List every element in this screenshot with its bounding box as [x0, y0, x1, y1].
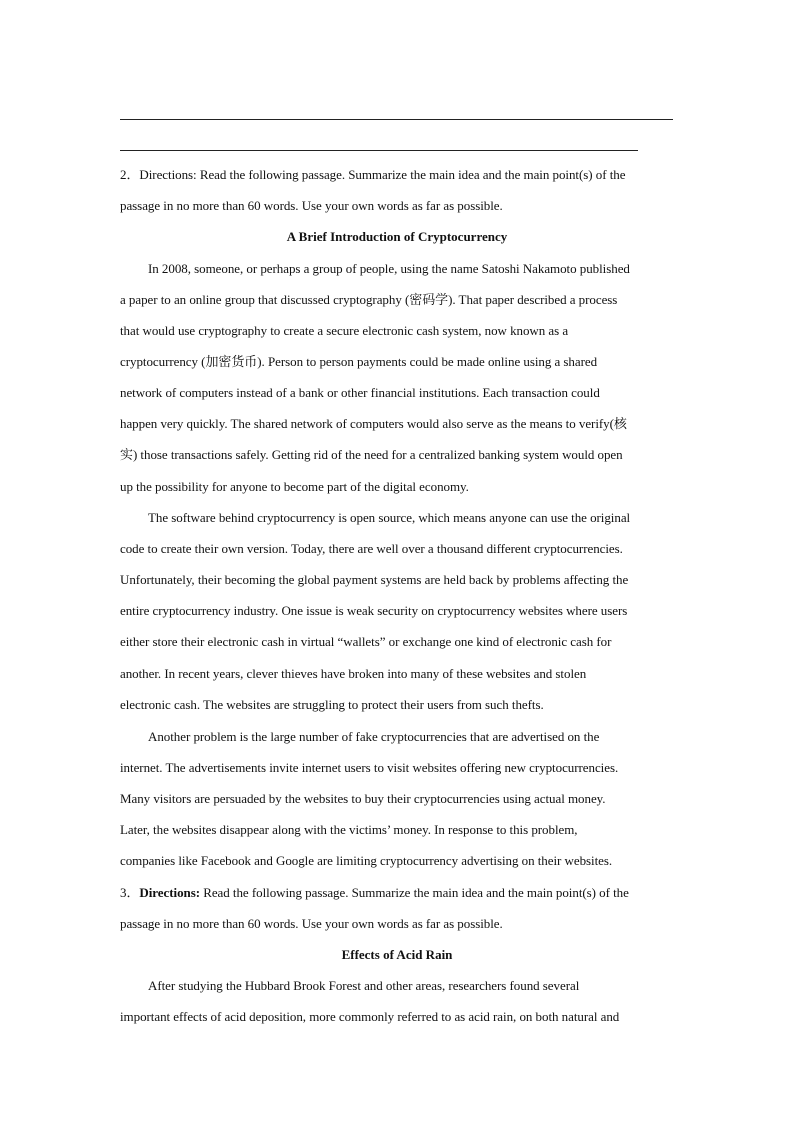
q2-passage-line: entire cryptocurrency industry. One issue is weak security on cryptocurrency websites where users: [120, 603, 628, 618]
q3-passage-line: After studying the Hubbard Brook Forest and other areas, researchers found several: [148, 978, 580, 993]
q2-passage-line: another. In recent years, clever thieves have broken into many of these websites and stolen: [120, 666, 587, 681]
q3-directions-label: Directions:: [139, 885, 200, 900]
q3-number: 3．: [120, 885, 140, 900]
q2-passage-line: up the possibility for anyone to become part of the digital economy.: [120, 479, 469, 494]
q3-directions-line-2: passage in no more than 60 words. Use your own words as far as possible.: [120, 916, 503, 931]
q2-passage-line: 实) those transactions safely. Getting rid of the need for a centralized banking system would open: [120, 447, 623, 462]
q2-directions-line-2: passage in no more than 60 words. Use your own words as far as possible.: [120, 198, 503, 213]
q2-directions-line-1: [120, 167, 680, 183]
q3-directions-line-1: [120, 885, 680, 901]
q3-passage-line: important effects of acid deposition, more commonly referred to as acid rain, on both natural and: [120, 1009, 620, 1024]
q2-passage-line: a paper to an online group that discussed cryptography (密码学). That paper described a process: [120, 292, 618, 307]
q2-passage-line: code to create their own version. Today, there are well over a thousand different cryptocurrencies.: [120, 541, 623, 556]
q3-directions-text: Read the following passage. Summarize the main idea and the main point(s) of the: [200, 885, 629, 900]
q2-passage-title: A Brief Introduction of Cryptocurrency: [286, 229, 508, 244]
q2-passage-line: Unfortunately, their becoming the global payment systems are held back by problems affecting the: [120, 572, 629, 587]
q2-passage-line: Many visitors are persuaded by the websites to buy their cryptocurrencies using actual money.: [120, 791, 606, 806]
q2-passage-line: The software behind cryptocurrency is open source, which means anyone can use the original: [148, 510, 631, 525]
q2-passage-line: happen very quickly. The shared network of computers would also serve as the means to verify(核: [120, 416, 627, 431]
q2-passage-line: that would use cryptography to create a secure electronic cash system, now known as a: [120, 323, 569, 338]
answer-line-1: [120, 119, 673, 120]
q2-passage-line: Later, the websites disappear along with the victims’ money. In response to this problem,: [120, 822, 578, 837]
q2-passage-line: network of computers instead of a bank or other financial institutions. Each transaction could: [120, 385, 600, 400]
q2-passage-line: electronic cash. The websites are struggling to protect their users from such thefts.: [120, 697, 544, 712]
q2-passage-line: Another problem is the large number of fake cryptocurrencies that are advertised on the: [148, 729, 600, 744]
q2-passage-line: either store their electronic cash in virtual “wallets” or exchange one kind of electronic cash for: [120, 634, 612, 649]
q2-passage-line: companies like Facebook and Google are limiting cryptocurrency advertising on their websites.: [120, 853, 613, 868]
q2-directions-text: Directions: Read the following passage. Summarize the main idea and the main point(s) of the: [139, 167, 626, 182]
q2-passage-line: In 2008, someone, or perhaps a group of people, using the name Satoshi Nakamoto published: [148, 261, 630, 276]
q2-passage-line: internet. The advertisements invite internet users to visit websites offering new cryptocurrencies.: [120, 760, 619, 775]
answer-line-2: [120, 150, 638, 151]
q2-passage-line: cryptocurrency (加密货币). Person to person payments could be made online using a shared: [120, 354, 598, 369]
q3-passage-title: Effects of Acid Rain: [341, 947, 453, 962]
q2-number: 2．: [120, 167, 140, 182]
